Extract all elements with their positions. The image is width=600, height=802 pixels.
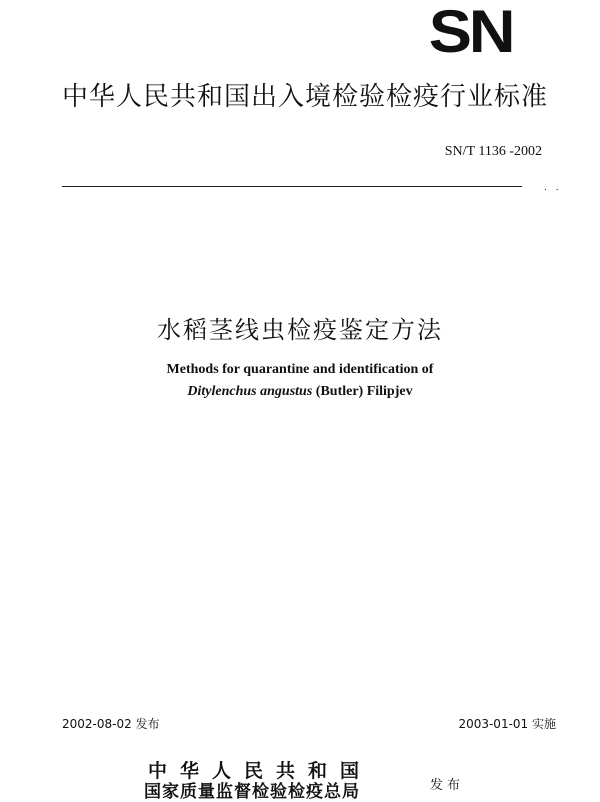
effective-date: 2003-01-01 实施 bbox=[458, 717, 556, 731]
standard-number: SN/T 1136 -2002 bbox=[444, 144, 542, 159]
issue-label: 发布 bbox=[430, 778, 465, 793]
organization-title: 中华人民共和国出入境检验检疫行业标准 bbox=[62, 82, 549, 112]
sn-logo bbox=[428, 0, 512, 65]
issuer-country: 中华人民共和国 bbox=[148, 760, 373, 782]
divider-dots: . . bbox=[544, 183, 562, 193]
sn-logo-text: SN bbox=[428, 0, 512, 65]
issuer-agency: 国家质量监督检验检疫总局 bbox=[144, 782, 360, 802]
issue-date: 2002-08-02 发布 bbox=[62, 717, 160, 731]
species-authority: (Butler) Filipjev bbox=[312, 384, 413, 399]
document-title-en-line2 bbox=[0, 384, 600, 400]
species-name: Ditylenchus angustus bbox=[187, 384, 313, 399]
document-title-zh: 水稻茎线虫检疫鉴定方法 bbox=[157, 316, 443, 344]
header-divider bbox=[62, 186, 522, 187]
document-title-en-line1: Methods for quarantine and identification of bbox=[166, 362, 434, 377]
